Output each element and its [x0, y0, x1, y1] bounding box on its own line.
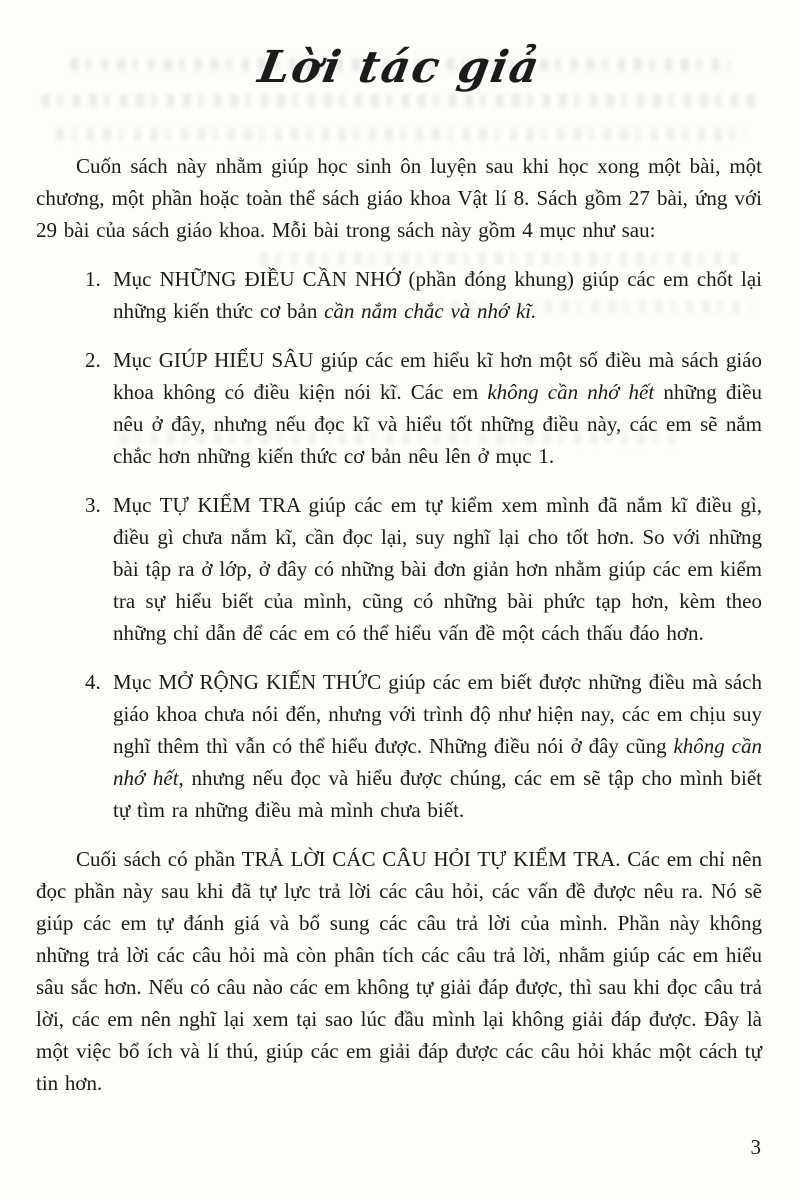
- list-item-number: 4.: [85, 670, 101, 694]
- list-item-number: 3.: [85, 493, 101, 517]
- list-item-text: Mục NHỮNG ĐIỀU CẦN NHỚ (phần đóng khung) giúp các em chốt lại những kiến thức cơ bản cần nắm chắc và nhớ kĩ.: [113, 267, 762, 323]
- list-item-number: 1.: [85, 267, 101, 291]
- page-number: 3: [750, 1135, 761, 1159]
- closing-paragraph: Cuối sách có phần TRẢ LỜI CÁC CÂU HỎI TỰ KIỂM TRA. Các em chỉ nên đọc phần này sau khi đã tự lực trả lời các câu hỏi, các vấn đề được nêu ra. Nó sẽ giúp các em tự đánh giá và bổ sung các câu trả lời của mình. Phần này không những trả lời các câu hỏi mà còn phân tích các câu trả lời, nhằm giúp các em hiểu sâu sắc hơn. Nếu có câu nào các em không tự giải đáp được, thì sau khi đọc câu trả lời, các em nên nghĩ lại xem tại sao lúc đầu mình lại không giải đáp được. Đây là một việc bổ ích và lí thú, giúp các em giải đáp được các câu hỏi khác một cách tự tin hơn.: [36, 847, 762, 1095]
- list-item-text: Mục MỞ RỘNG KIẾN THỨC giúp các em biết được những điều mà sách giáo khoa chưa nói đến, nhưng với trình độ như hiện nay, các em chịu suy nghĩ thêm thì vẫn có thể hiểu được. Những điều nói ở đây cũng không cần nhớ hết, nhưng nếu đọc và hiểu được chúng, các em sẽ tập cho mình biết tự tìm ra những điều mà mình chưa biết.: [113, 670, 762, 822]
- section-list: [36, 263, 762, 826]
- scan-bleed-artifact: [42, 94, 758, 107]
- foreword-content: [36, 150, 762, 1099]
- list-item-text: Mục GIÚP HIỂU SÂU giúp các em hiểu kĩ hơn một số điều mà sách giáo khoa không có điều kiện nói kĩ. Các em không cần nhớ hết những điều nêu ở đây, nhưng nếu đọc kĩ và hiểu tốt những điều này, các em sẽ nắm chắc hơn những kiến thức cơ bản nêu lên ở mục 1.: [113, 348, 762, 468]
- scan-bleed-artifact: [56, 128, 746, 141]
- list-item-text: Mục TỰ KIỂM TRA giúp các em tự kiểm xem mình đã nắm kĩ điều gì, điều gì chưa nắm kĩ, cần đọc lại, suy nghĩ lại cho tốt hơn. So với những bài tập ra ở lớp, ở đây có những bài đơn giản hơn nhằm giúp các em kiểm tra sự hiểu biết của mình, cũng có những bài phức tạp hơn, kèm theo những chỉ dẫn để các em có thể hiểu vấn đề một cách thấu đáo hơn.: [113, 493, 762, 645]
- page-title: Lời tác giả: [254, 42, 545, 93]
- list-item-number: 2.: [85, 348, 101, 372]
- intro-paragraph: Cuốn sách này nhằm giúp học sinh ôn luyện sau khi học xong một bài, một chương, một phần hoặc toàn thể sách giáo khoa Vật lí 8. Sách gồm 27 bài, ứng với 29 bài của sách giáo khoa. Mỗi bài trong sách này gồm 4 mục như sau:: [36, 154, 762, 242]
- list-item: [85, 489, 762, 649]
- page-title-container: [0, 42, 799, 93]
- list-item: [85, 344, 762, 472]
- list-item: [85, 666, 762, 826]
- list-item: [85, 263, 762, 327]
